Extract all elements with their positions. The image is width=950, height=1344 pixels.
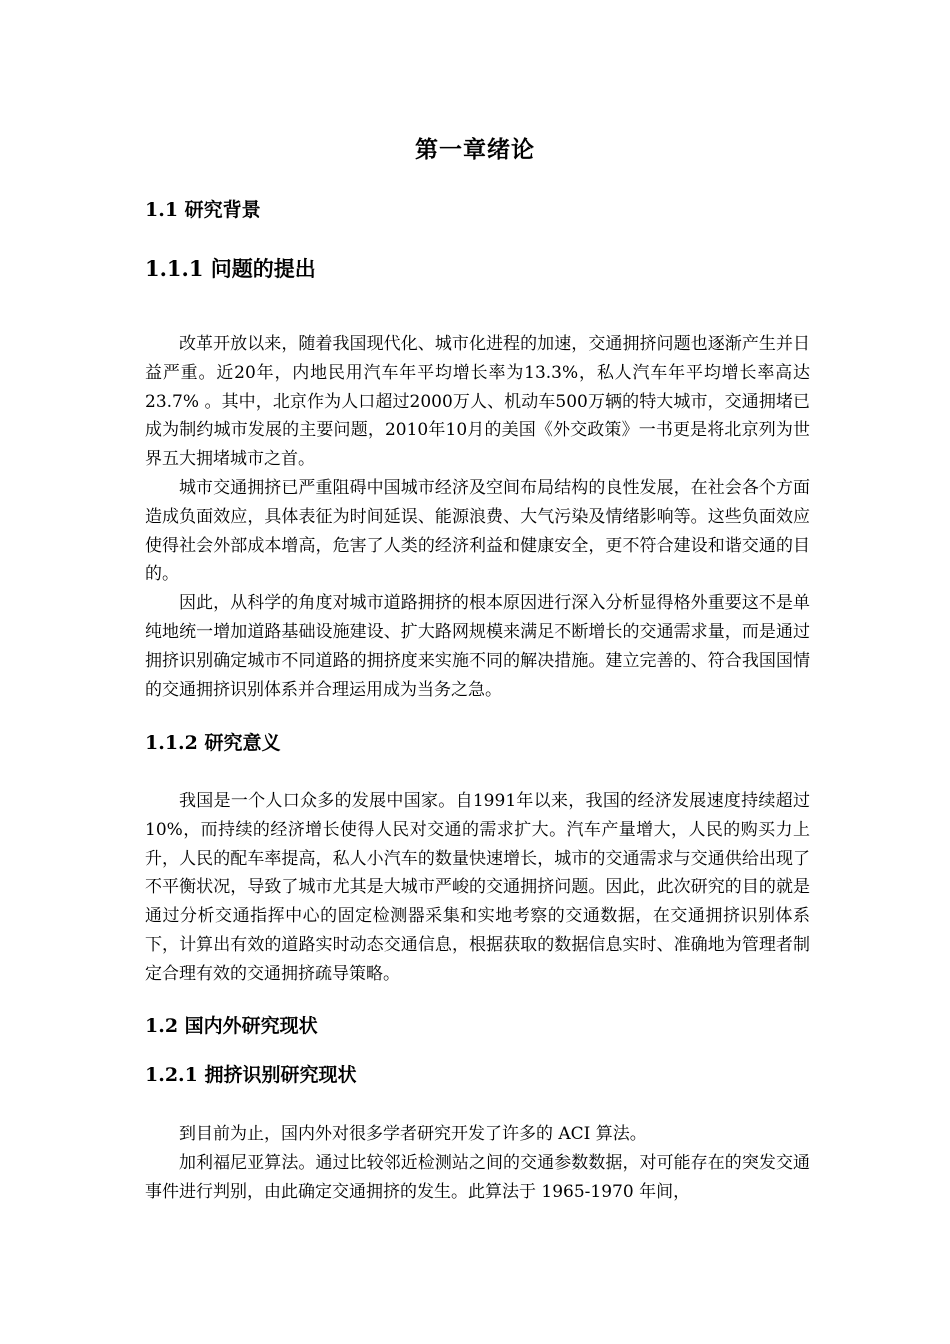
section-body-1-2-1 (145, 1120, 810, 1206)
section-body-1-1-2 (145, 787, 810, 989)
section-body-1-1-1 (145, 330, 810, 704)
paragraph: 因此，从科学的角度对城市道路拥挤的根本原因进行深入分析显得格外重要这不是单纯地统一增加道路基础设施建设、扩大路网规模来满足不断增长的交通需求量，而是通过拥挤识别确定城市不同道路的拥挤度来实施不同的解决措施。建立完善的、符合我国国情的交通拥挤识别体系并合理运用成为当务之急。 (145, 593, 810, 700)
section-heading-1-2-1: 1.2.1 拥挤识别研究现状 (145, 1064, 357, 1086)
paragraph: 我国是一个人口众多的发展中国家。自1991年以来，我国的经济发展速度持续超过10%，而持续的经济增长使得人民对交通的需求扩大。汽车产量增大，人民的购买力上升，人民的配车率提高，私人小汽车的数量快速增长，城市的交通需求与交通供给出现了不平衡状况，导致了城市尤其是大城市严峻的交通拥挤问题。因此，此次研究的目的就是通过分析交通指挥中心的固定检测器采集和实地考察的交通数据，在交通拥挤识别体系下，计算出有效的道路实时动态交通信息，根据获取的数据信息实时、准确地为管理者制定合理有效的交通拥挤疏导策略。 (145, 791, 810, 984)
paragraph: 加利福尼亚算法。通过比较邻近检测站之间的交通参数数据，对可能存在的突发交通事件进行判别，由此确定交通拥挤的发生。此算法于 1965-1970 年间， (145, 1152, 810, 1202)
chapter-title: 第一章绪论 (415, 136, 535, 163)
section-heading-1-2: 1.2 国内外研究现状 (145, 1015, 318, 1037)
paragraph: 改革开放以来，随着我国现代化、城市化进程的加速，交通拥挤问题也逐渐产生并日益严重。近20年，内地民用汽车年平均增长率为13.3%，私人汽车年平均增长率高达23.7% 。其中，北京作为人口超过2000万人、机动车500万辆的特大城市，交通拥堵已成为制约城市发展的主要问题，2010年10月的美国《外交政策》一书更是将北京列为世界五大拥堵城市之首。 (145, 334, 810, 470)
paragraph: 到目前为止，国内外对很多学者研究开发了许多的 ACI 算法。 (179, 1124, 647, 1144)
paragraph: 城市交通拥挤已严重阻碍中国城市经济及空间布局结构的良性发展，在社会各个方面造成负面效应，具体表征为时间延误、能源浪费、大气污染及情绪影响等。这些负面效应使得社会外部成本增高，危害了人类的经济利益和健康安全，更不符合建设和谐交通的目的。 (145, 477, 810, 585)
section-heading-1-1-2: 1.1.2 研究意义 (145, 732, 281, 754)
section-heading-1-1: 1.1 研究背景 (145, 199, 261, 221)
section-heading-1-1-1: 1.1.1 问题的提出 (145, 256, 316, 281)
